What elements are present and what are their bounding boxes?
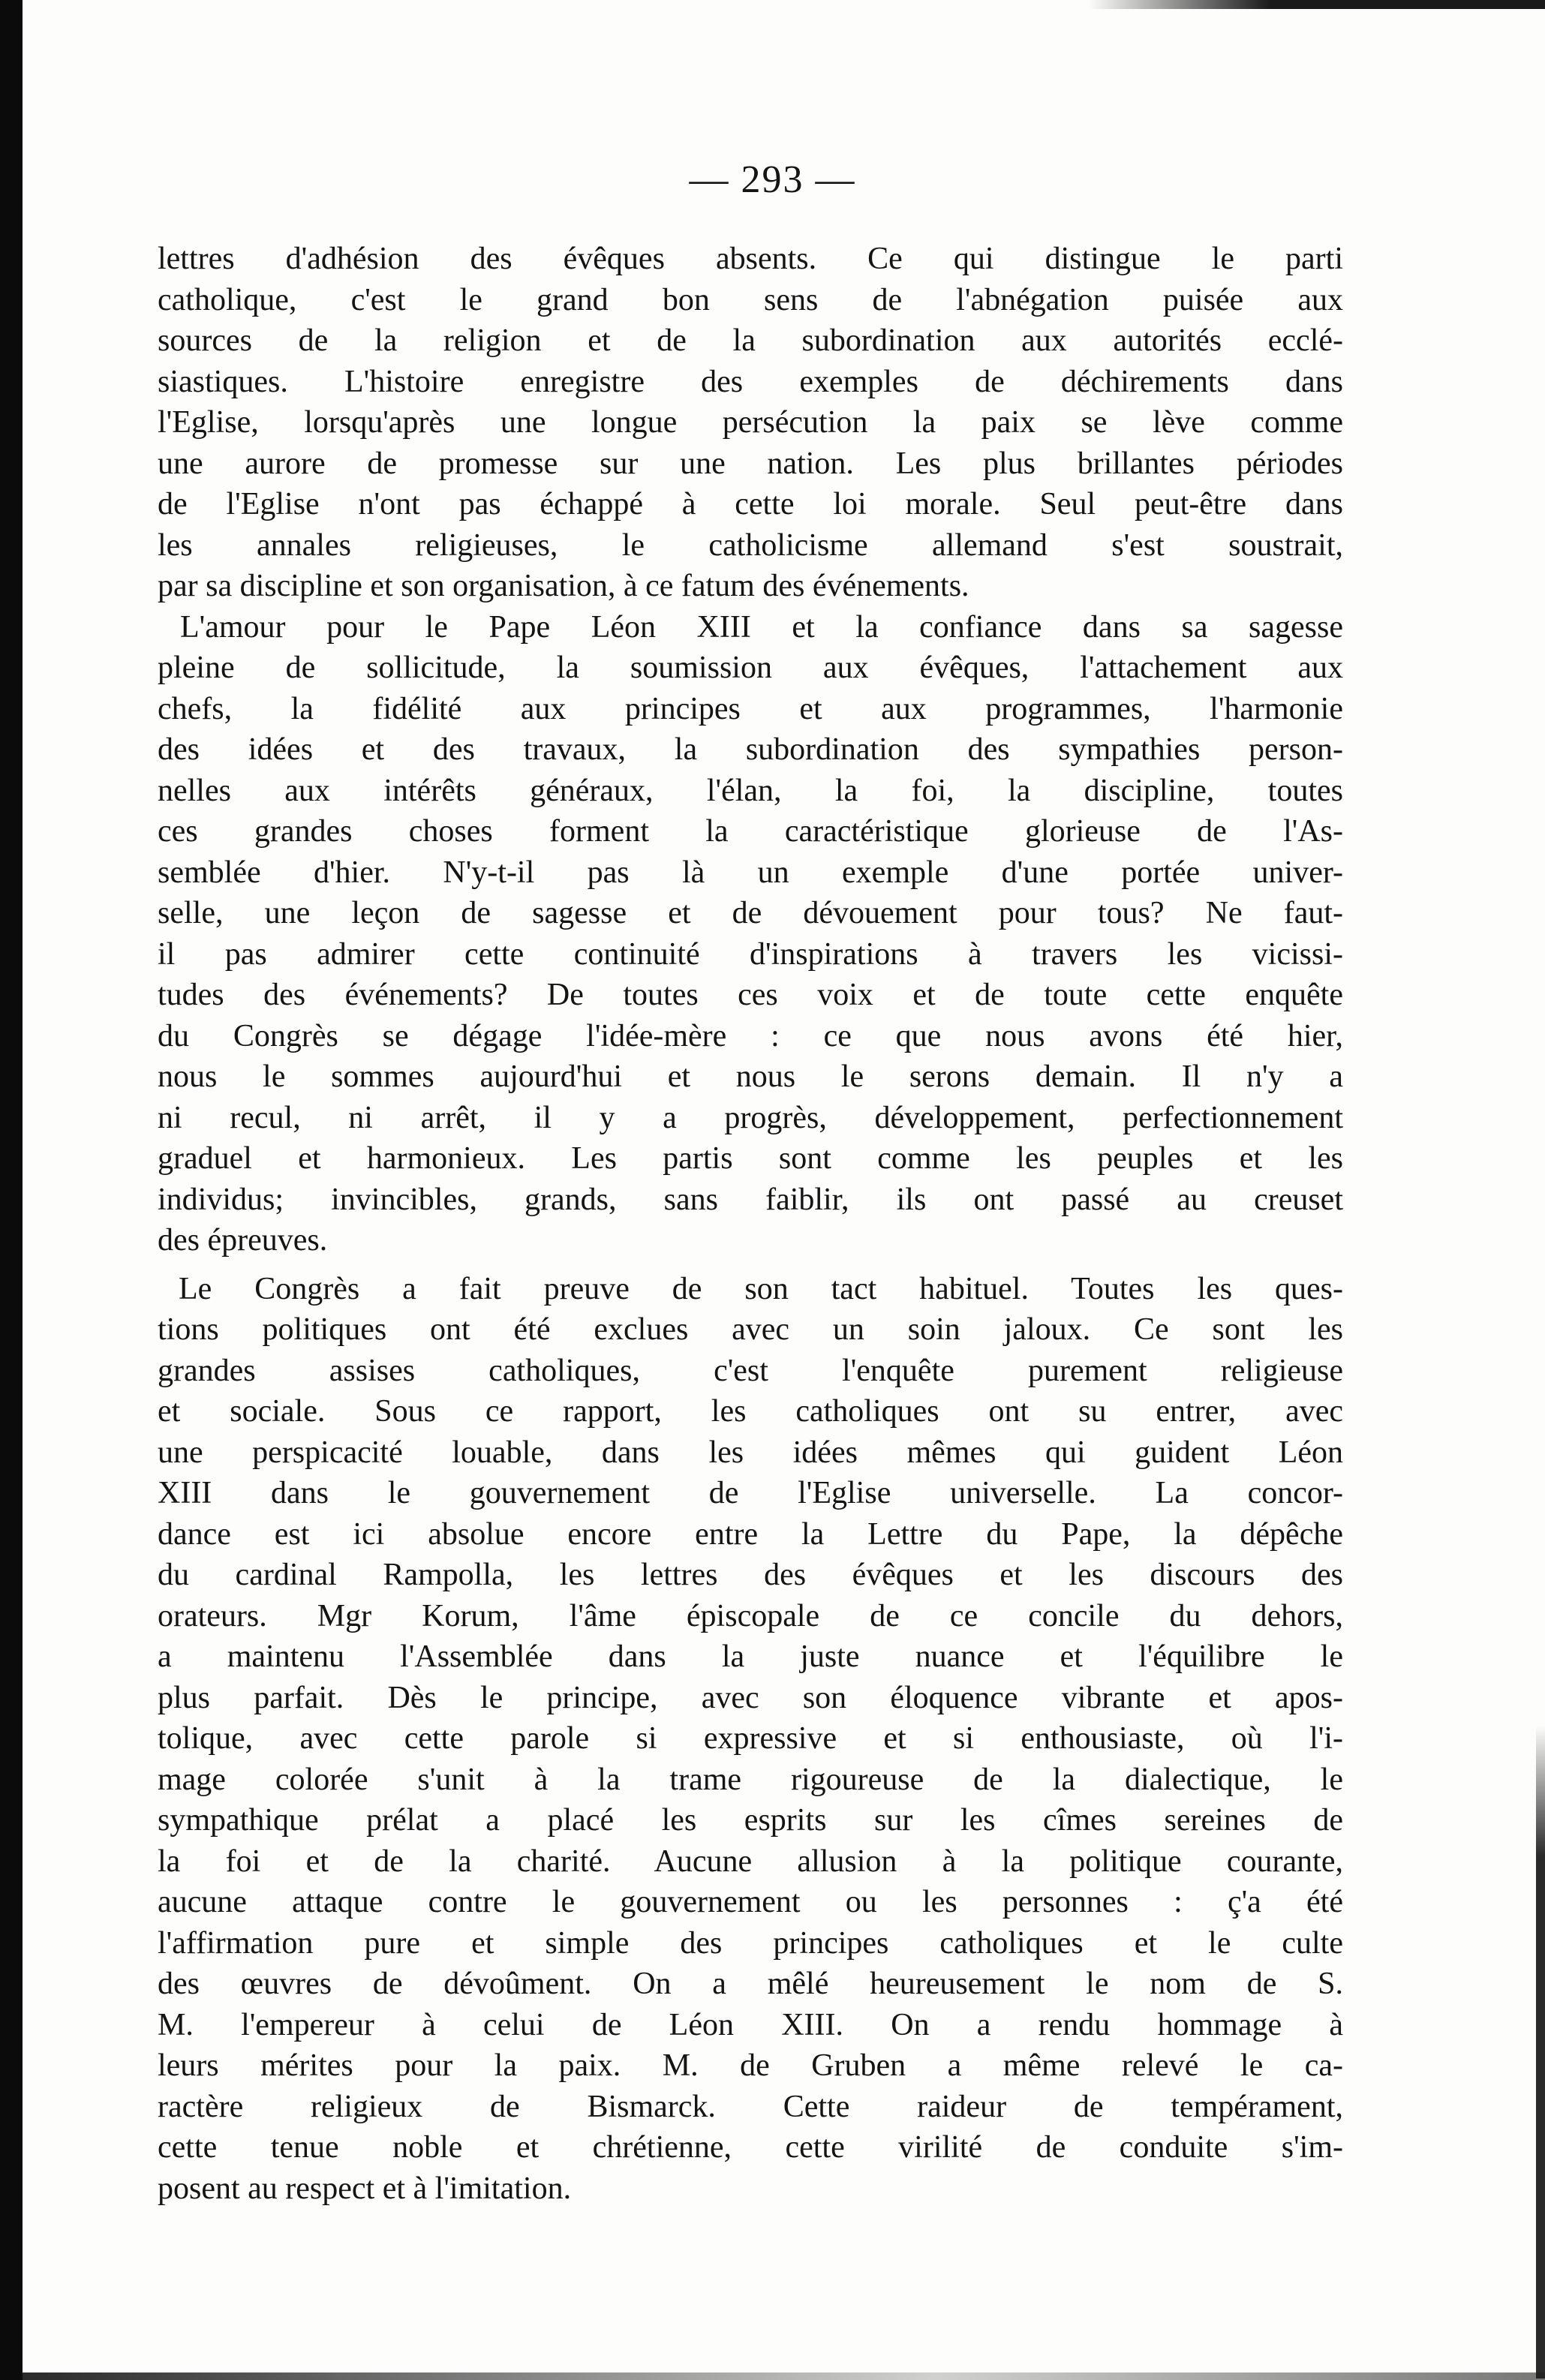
text-line: orateurs. Mgr Korum, l'âme épiscopale de ce concile du dehors, xyxy=(158,1598,1343,1633)
text-line: des œuvres de dévoûment. On a mêlé heureusement le nom de S. xyxy=(158,1967,1343,2001)
text-line: selle, une leçon de sagesse et de dévouement pour tous? Ne faut- xyxy=(158,896,1343,930)
text-line: semblée d'hier. N'y-t-il pas là un exemple d'une portée univer- xyxy=(158,855,1343,890)
text-line: il pas admirer cette continuité d'inspirations à travers les vicissi- xyxy=(158,936,1343,972)
text-line: pleine de sollicitude, la soumission aux évêques, l'attachement aux xyxy=(158,651,1343,685)
text-line: Le Congrès a fait preuve de son tact habituel. Toutes les ques- xyxy=(179,1271,1343,1306)
text-line: chefs, la fidélité aux principes et aux programmes, l'harmonie xyxy=(158,691,1343,726)
text-line: nelles aux intérêts généraux, l'élan, la foi, la discipline, toutes xyxy=(158,773,1343,808)
text-line: des idées et des travaux, la subordination des sympathies person- xyxy=(158,732,1343,767)
text-line: posent au respect et à l'imitation. xyxy=(158,2171,572,2206)
text-line: par sa discipline et son organisation, à ce fatum des événements. xyxy=(158,569,969,603)
page-number: — 293 — xyxy=(689,158,856,201)
scan-border-top xyxy=(1088,0,1545,9)
text-line: M. l'empereur à celui de Léon XIII. On a rendu hommage à xyxy=(158,2007,1343,2042)
body-text xyxy=(158,239,1343,2209)
text-line: tions politiques ont été exclues avec un soin jaloux. Ce sont les xyxy=(158,1312,1343,1347)
scan-border-left xyxy=(0,0,23,2380)
scan-border-bottom xyxy=(23,2372,1545,2380)
text-line: une perspicacité louable, dans les idées mêmes qui guident Léon xyxy=(158,1435,1343,1470)
text-line: a maintenu l'Assemblée dans la juste nuance et l'équilibre le xyxy=(158,1639,1343,1674)
text-line: des épreuves. xyxy=(158,1223,328,1258)
text-line: individus; invincibles, grands, sans faiblir, ils ont passé au creuset xyxy=(158,1182,1343,1217)
text-line: L'amour pour le Pape Léon XIII et la confiance dans sa sagesse xyxy=(180,609,1343,645)
text-line: cette tenue noble et chrétienne, cette virilité de conduite s'im- xyxy=(158,2130,1343,2165)
text-line: graduel et harmonieux. Les partis sont comme les peuples et les xyxy=(158,1141,1343,1176)
text-line: du cardinal Rampolla, les lettres des évêques et les discours des xyxy=(158,1558,1343,1592)
text-line: siastiques. L'histoire enregistre des exemples de déchirements dans xyxy=(158,364,1343,399)
text-line: sympathique prélat a placé les esprits sur les cîmes sereines de xyxy=(158,1803,1343,1838)
text-line: XIII dans le gouvernement de l'Eglise universelle. La concor- xyxy=(158,1476,1343,1510)
text-line: l'affirmation pure et simple des principes catholiques et le culte xyxy=(158,1925,1343,1961)
text-line: une aurore de promesse sur une nation. Les plus brillantes périodes xyxy=(158,446,1343,481)
text-line: l'Eglise, lorsqu'après une longue persécution la paix se lève comme xyxy=(158,405,1343,440)
text-line: les annales religieuses, le catholicisme allemand s'est soustrait, xyxy=(158,527,1343,563)
text-line: leurs mérites pour la paix. M. de Gruben a même relevé le ca- xyxy=(158,2048,1343,2083)
text-line: aucune attaque contre le gouvernement ou les personnes : ç'a été xyxy=(158,1885,1343,1919)
paragraph-1 xyxy=(158,239,1343,607)
text-line: plus parfait. Dès le principe, avec son éloquence vibrante et apos- xyxy=(158,1680,1343,1715)
text-line: sources de la religion et de la subordination aux autorités ecclé- xyxy=(158,323,1343,358)
paragraph-3 xyxy=(158,1269,1343,2210)
text-line: tolique, avec cette parole si expressive et si enthousiaste, où l'i- xyxy=(158,1721,1343,1756)
scan-border-right xyxy=(1536,1726,1545,2378)
text-line: catholique, c'est le grand bon sens de l'abnégation puisée aux xyxy=(158,282,1343,317)
text-line: lettres d'adhésion des évêques absents. Ce qui distingue le parti xyxy=(158,242,1343,276)
text-line: ractère religieux de Bismarck. Cette raideur de tempérament, xyxy=(158,2089,1343,2124)
text-line: ni recul, ni arrêt, il y a progrès, développement, perfectionnement xyxy=(158,1100,1343,1135)
text-line: dance est ici absolue encore entre la Lettre du Pape, la dépêche xyxy=(158,1516,1343,1552)
text-line: la foi et de la charité. Aucune allusion à la politique courante, xyxy=(158,1844,1343,1879)
text-line: de l'Eglise n'ont pas échappé à cette loi morale. Seul peut-être dans xyxy=(158,487,1343,521)
text-line: du Congrès se dégage l'idée-mère : ce que nous avons été hier, xyxy=(158,1018,1343,1053)
text-line: ces grandes choses forment la caractéristique glorieuse de l'As- xyxy=(158,814,1343,849)
text-line: grandes assises catholiques, c'est l'enquête purement religieuse xyxy=(158,1353,1343,1388)
paragraph-2 xyxy=(158,607,1343,1261)
text-line: et sociale. Sous ce rapport, les catholiques ont su entrer, avec xyxy=(158,1394,1343,1429)
text-line: nous le sommes aujourd'hui et nous le serons demain. Il n'y a xyxy=(158,1059,1343,1094)
text-line: mage colorée s'unit à la trame rigoureuse de la dialectique, le xyxy=(158,1762,1343,1797)
text-line: tudes des événements? De toutes ces voix et de toute cette enquête xyxy=(158,978,1343,1012)
